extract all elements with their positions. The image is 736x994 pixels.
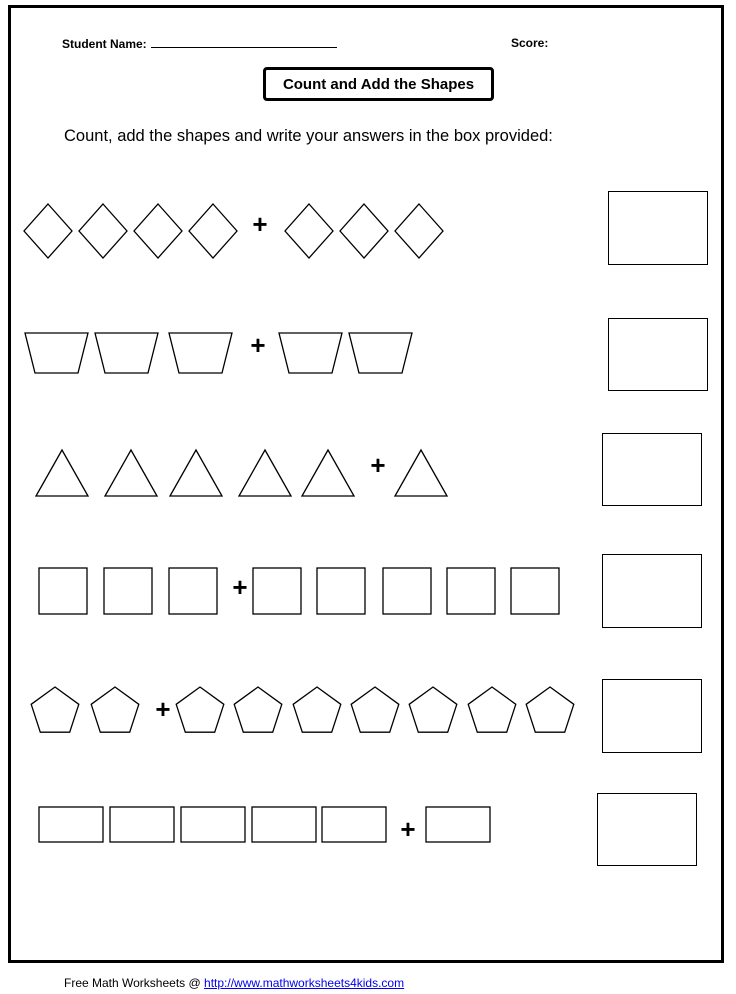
pentagon-shape — [293, 687, 341, 732]
answer-box-row-3[interactable] — [602, 433, 702, 506]
square-shape — [383, 568, 431, 614]
pentagon-shape — [176, 687, 224, 732]
diamond-shape — [340, 204, 388, 258]
triangle-shape — [36, 450, 88, 496]
worksheet-title-text: Count and Add the Shapes — [282, 75, 475, 93]
pentagon-shape — [31, 687, 79, 732]
triangle-shape — [302, 450, 354, 496]
trapezoid-shape — [25, 333, 88, 373]
triangle-shape — [170, 450, 222, 496]
student-name-label: Student Name: — [62, 37, 147, 51]
plus-sign-row-2: + — [250, 330, 266, 360]
rectangle-shape — [181, 807, 245, 842]
rectangle-shape — [39, 807, 103, 842]
footer-text: Free Math Worksheets @ — [64, 976, 205, 990]
square-shape — [317, 568, 365, 614]
diamond-shape — [24, 204, 72, 258]
plus-signs — [155, 209, 415, 844]
trapezoid-shape — [169, 333, 232, 373]
diamond-shape — [134, 204, 182, 258]
triangle-shape — [395, 450, 447, 496]
rectangle-shape — [322, 807, 386, 842]
answer-box-row-4[interactable] — [602, 554, 702, 628]
rectangle-shape — [252, 807, 316, 842]
square-shape — [39, 568, 87, 614]
square-shape — [253, 568, 301, 614]
answer-box-row-2[interactable] — [608, 318, 708, 391]
footer-link[interactable]: http://www.mathworksheets4kids.com — [204, 976, 405, 990]
triangle-shape — [105, 450, 157, 496]
rectangle-shape — [426, 807, 490, 842]
row-squares — [39, 568, 559, 614]
row-trapezoids — [25, 333, 412, 373]
square-shape — [169, 568, 217, 614]
pentagon-shape — [351, 687, 399, 732]
plus-sign-row-5: + — [155, 694, 171, 724]
rectangle-shape — [110, 807, 174, 842]
trapezoid-shape — [349, 333, 412, 373]
diamond-shape — [395, 204, 443, 258]
pentagon-shape — [234, 687, 282, 732]
row-diamonds — [24, 204, 443, 258]
plus-sign-row-4: + — [232, 572, 248, 602]
trapezoid-shape — [95, 333, 158, 373]
plus-sign-row-3: + — [370, 450, 386, 480]
row-rectangles — [39, 807, 490, 842]
diamond-shape — [79, 204, 127, 258]
square-shape — [511, 568, 559, 614]
trapezoid-shape — [279, 333, 342, 373]
triangle-shape — [239, 450, 291, 496]
diamond-shape — [189, 204, 237, 258]
answer-box-row-5[interactable] — [602, 679, 702, 753]
plus-sign-row-1: + — [252, 209, 268, 239]
row-pentagons — [31, 687, 574, 732]
score-label: Score: — [511, 36, 549, 50]
pentagon-shape — [409, 687, 457, 732]
answer-box-row-6[interactable] — [597, 793, 697, 866]
diamond-shape — [285, 204, 333, 258]
pentagon-shape — [91, 687, 139, 732]
pentagon-shape — [526, 687, 574, 732]
pentagon-shape — [468, 687, 516, 732]
plus-sign-row-6: + — [400, 814, 416, 844]
square-shape — [104, 568, 152, 614]
square-shape — [447, 568, 495, 614]
instructions: Count, add the shapes and write your answers in the box provided: — [64, 127, 553, 145]
answer-box-row-1[interactable] — [608, 191, 708, 265]
footer — [64, 976, 404, 990]
